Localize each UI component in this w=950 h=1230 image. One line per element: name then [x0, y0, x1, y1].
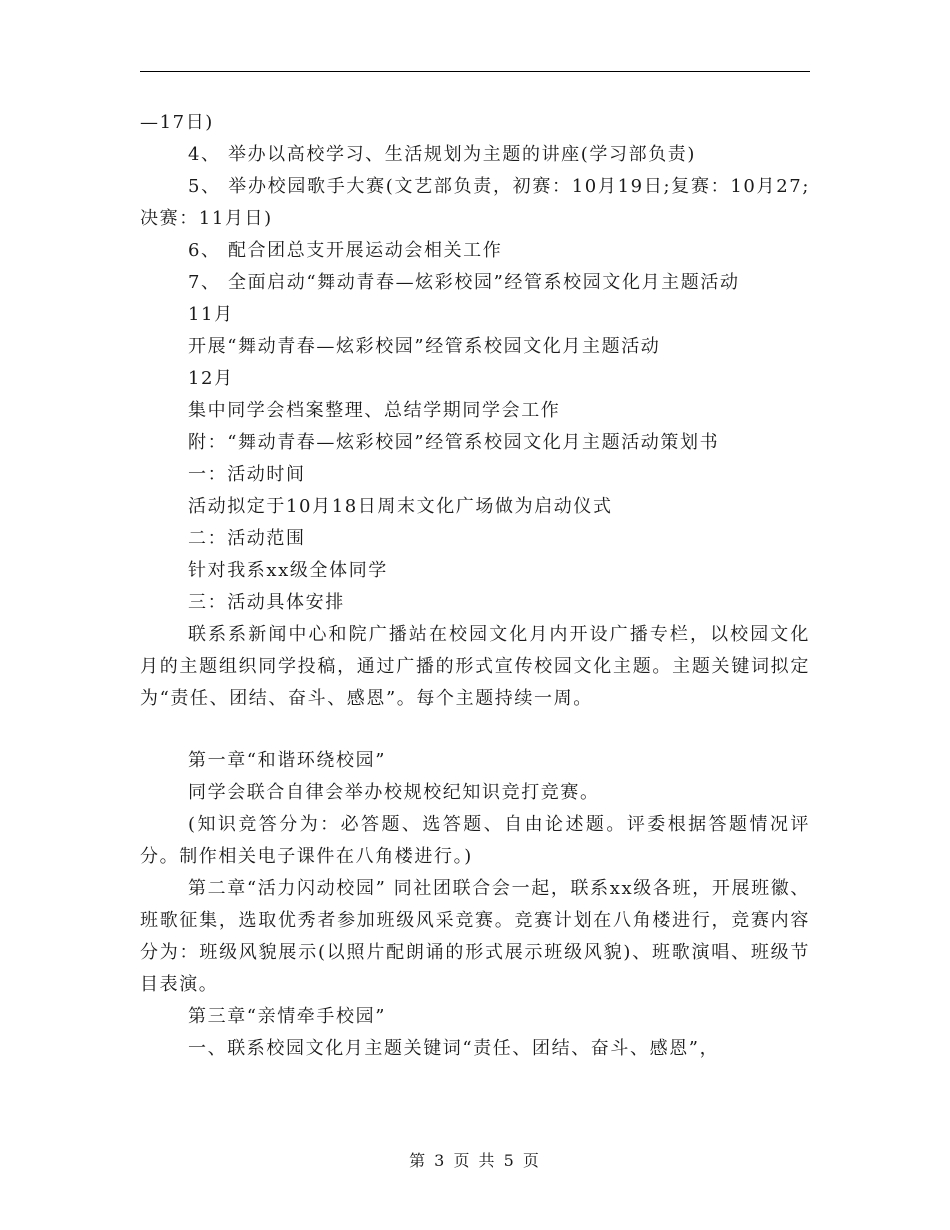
page-footer: 第 3 页 共 5 页 — [409, 1151, 541, 1170]
document-body — [140, 107, 810, 1065]
paragraph: —17日) — [140, 112, 214, 133]
header-rule — [140, 71, 810, 72]
paragraph: 开展“舞动青春—炫彩校园”经管系校园文化月主题活动 — [188, 336, 661, 357]
paragraph: 活动拟定于10月18日周末文化广场做为启动仪式 — [188, 496, 613, 517]
paragraph: 集中同学会档案整理、总结学期同学会工作 — [188, 400, 561, 421]
chapter-heading: 第一章“和谐环绕校园” — [188, 750, 387, 771]
blank-line — [140, 715, 810, 745]
paragraph: 第二章“活力闪动校园” 同社团联合会一起，联系xx级各班，开展班徽、班歌征集，选取优秀者参加班级风采竞赛。竞赛计划在八角楼进行，竞赛内容分为：班级风貌展示(以照片配朗诵的形式展示班级风貌)、班歌演唱、班级节目表演。 — [140, 878, 810, 995]
section-heading: 三：活动具体安排 — [188, 592, 345, 613]
paragraph: 联系系新闻中心和院广播站在校园文化月内开设广播专栏，以校园文化月的主题组织同学投稿，通过广播的形式宣传校园文化主题。主题关键词拟定为“责任、团结、奋斗、感恩”。每个主题持续一周。 — [140, 624, 810, 709]
month-heading: 11月 — [188, 304, 234, 325]
chapter-heading: 第三章“亲情牵手校园” — [188, 1006, 387, 1027]
month-heading: 12月 — [188, 368, 234, 389]
appendix-title: 附：“舞动青春—炫彩校园”经管系校园文化月主题活动策划书 — [188, 432, 720, 453]
list-item: 4、 举办以高校学习、生活规划为主题的讲座(学习部负责) — [188, 144, 697, 165]
section-heading: 二：活动范围 — [188, 528, 306, 549]
list-item: 7、 全面启动“舞动青春—炫彩校园”经管系校园文化月主题活动 — [188, 272, 740, 293]
list-item: 5、 举办校园歌手大赛(文艺部负责，初赛：10月19日;复赛：10月27;决赛：11月日) — [140, 176, 810, 229]
list-item: 6、 配合团总支开展运动会相关工作 — [188, 240, 503, 261]
paragraph: 同学会联合自律会举办校规校纪知识竞打竞赛。 — [188, 782, 600, 803]
paragraph: (知识竞答分为：必答题、选答题、自由论述题。评委根据答题情况评分。制作相关电子课件在八角楼进行。) — [140, 814, 810, 867]
section-heading: 一：活动时间 — [188, 464, 306, 485]
paragraph: 一、联系校园文化月主题关键词“责任、团结、奋斗、感恩”， — [188, 1038, 720, 1059]
paragraph: 针对我系xx级全体同学 — [188, 560, 388, 581]
